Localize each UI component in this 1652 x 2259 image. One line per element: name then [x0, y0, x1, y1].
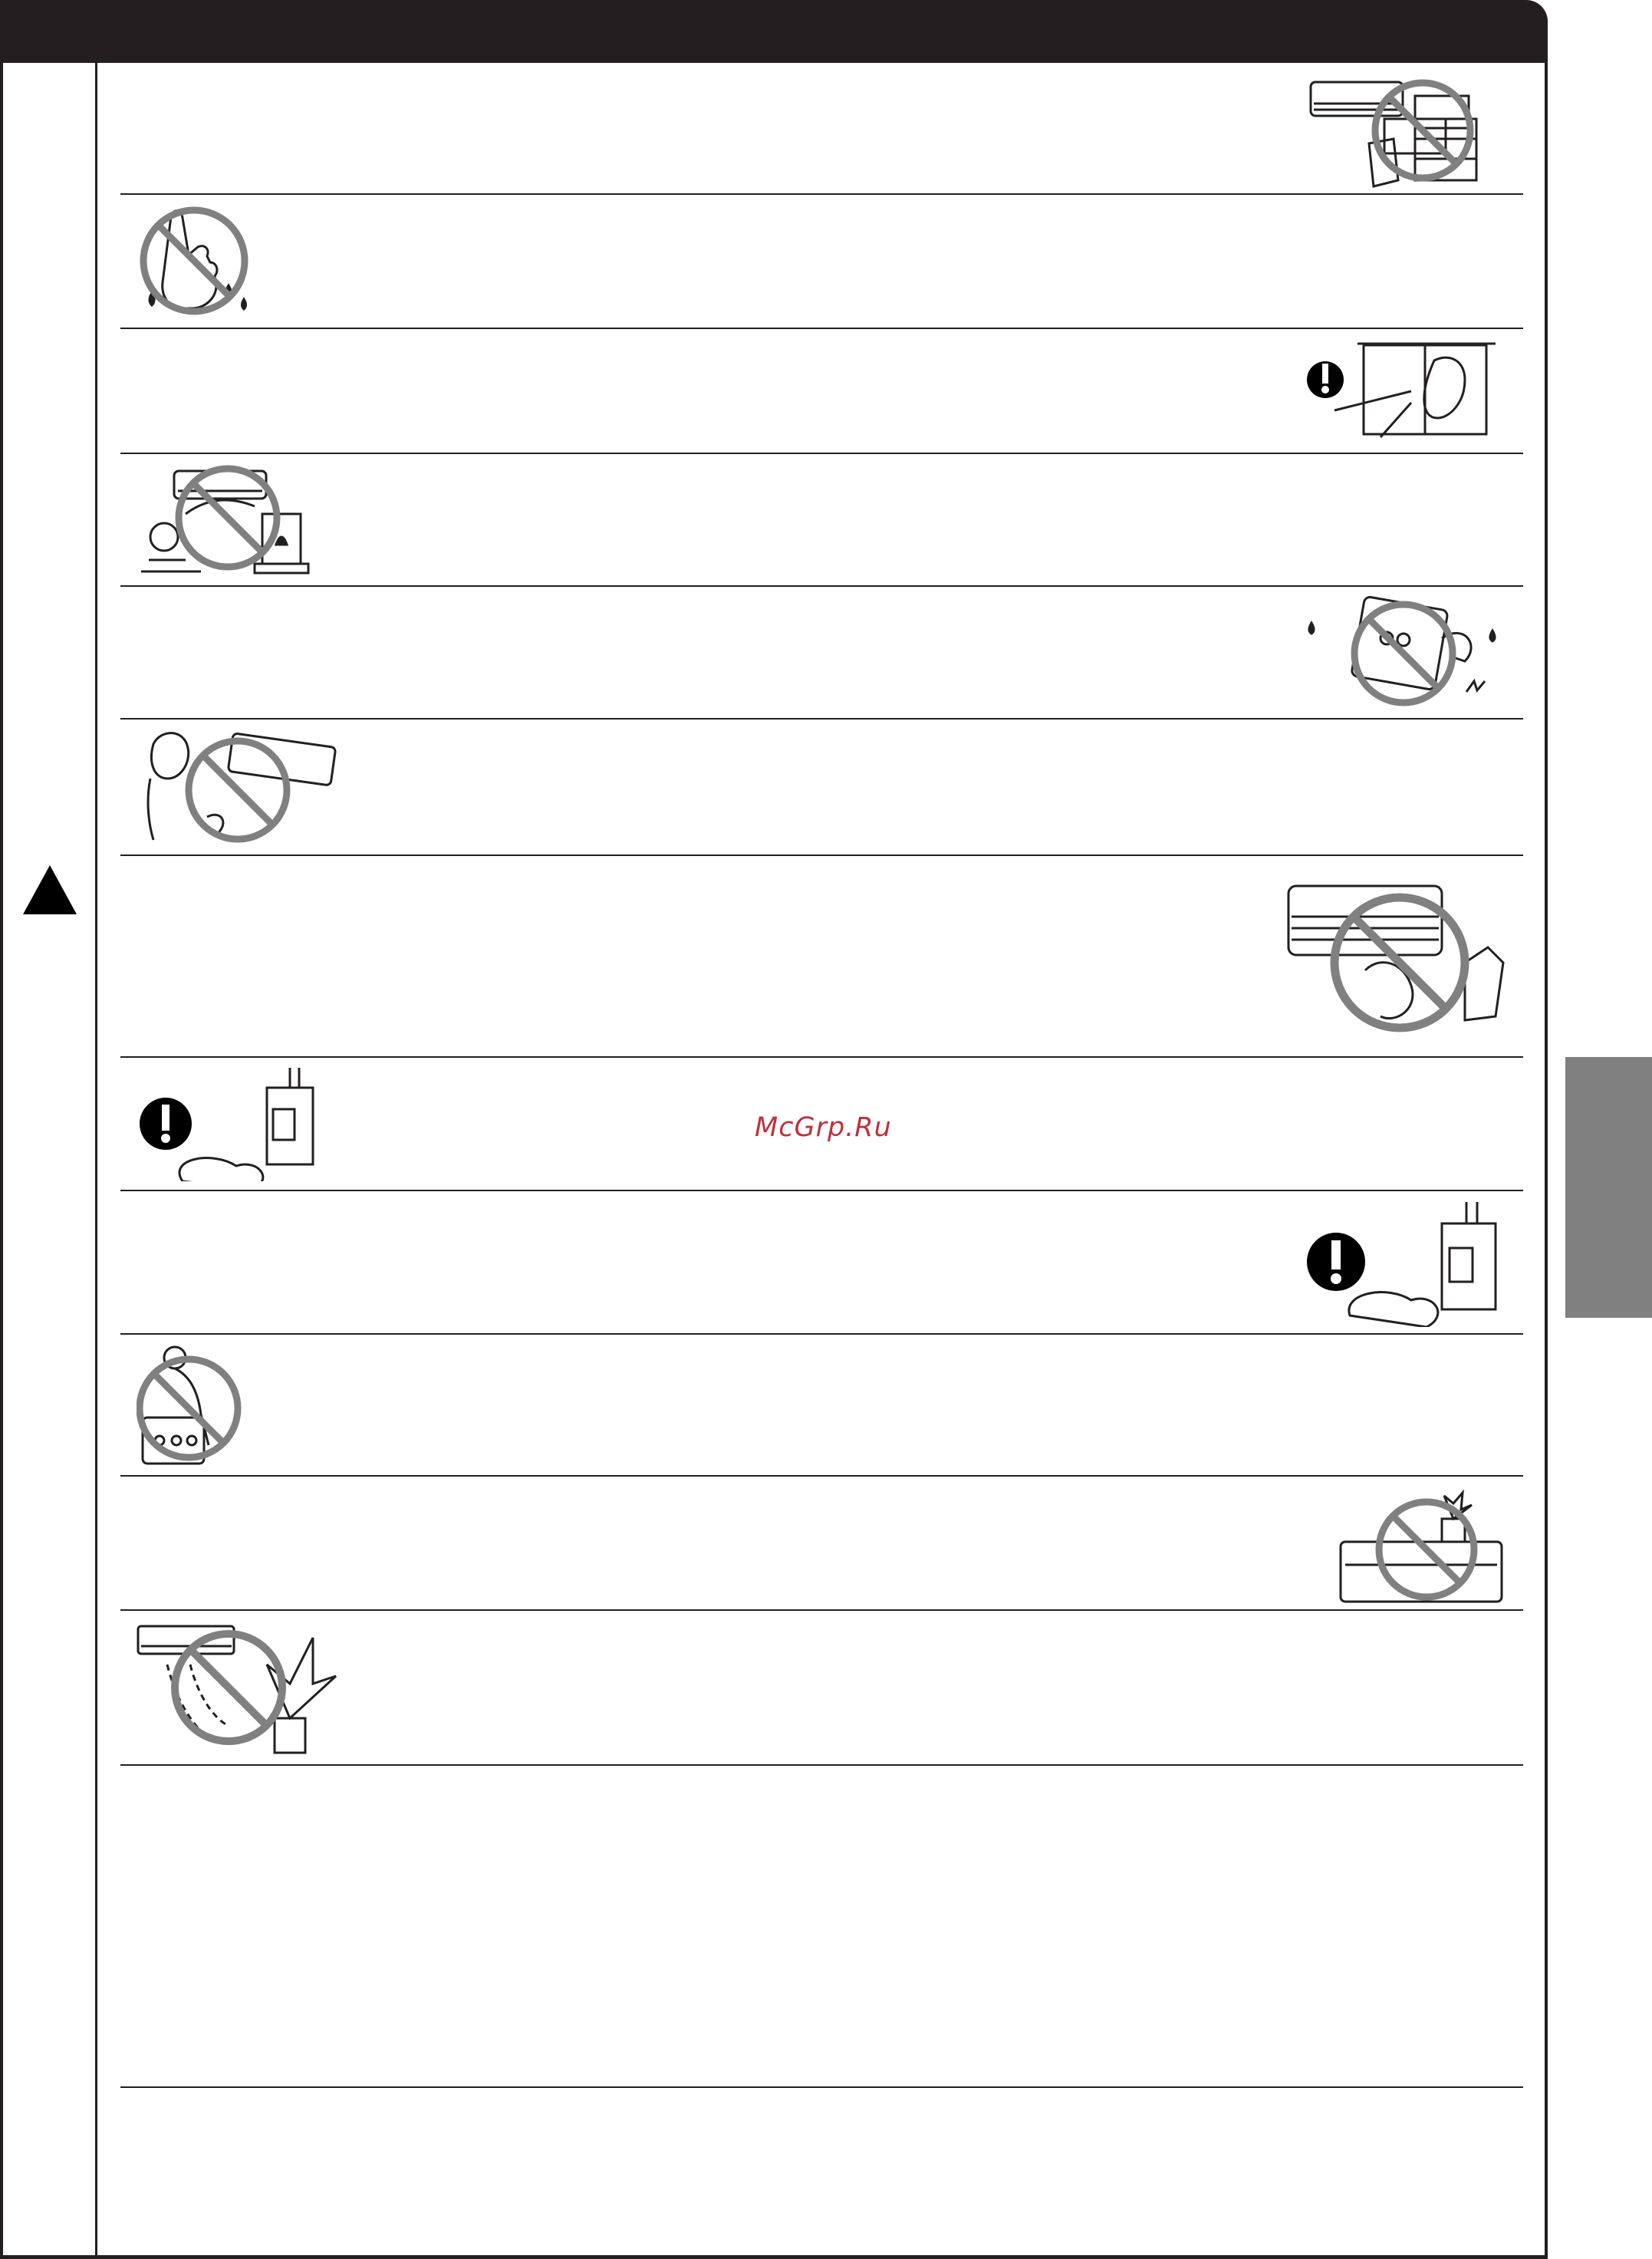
row-divider	[120, 855, 1523, 856]
row-divider	[120, 1475, 1523, 1477]
row-divider	[120, 328, 1523, 329]
side-tab	[1565, 1057, 1652, 1318]
row-divider	[120, 1056, 1523, 1058]
prohibition-stacked-furniture-icon	[1308, 73, 1492, 188]
caution-breaker-switch-icon	[1304, 1200, 1503, 1327]
frame-left-border	[0, 63, 3, 2259]
prohibition-air-on-plants-icon	[137, 1619, 347, 1757]
left-column-divider	[95, 63, 97, 2259]
prohibition-outdoor-unit-damage-icon	[1304, 592, 1511, 715]
prohibition-spray-can-icon	[1281, 871, 1519, 1043]
caution-ventilate-window-icon	[1304, 338, 1503, 445]
row-divider	[120, 585, 1523, 587]
row-divider	[120, 453, 1523, 454]
watermark: McGrp.Ru	[755, 1112, 892, 1143]
prohibition-wet-hand-icon	[137, 201, 259, 320]
row-divider	[120, 1333, 1523, 1335]
prohibition-object-on-unit-icon	[1334, 1480, 1507, 1603]
row-divider	[120, 193, 1523, 195]
frame-right-border	[1545, 63, 1548, 2259]
row-divider	[120, 2086, 1523, 2088]
prohibition-cold-air-on-person-icon	[138, 725, 345, 844]
row-divider	[120, 1609, 1523, 1611]
row-divider	[120, 1764, 1523, 1766]
row-divider	[120, 718, 1523, 720]
row-divider	[120, 1190, 1523, 1191]
warning-triangle-icon	[21, 864, 78, 916]
header-bar	[0, 0, 1548, 63]
frame-bottom-border	[0, 2255, 1548, 2259]
prohibition-combustion-appliance-icon	[140, 460, 347, 579]
prohibition-climbing-outdoor-unit-icon	[137, 1341, 248, 1467]
caution-breaker-switch-icon	[137, 1066, 324, 1181]
